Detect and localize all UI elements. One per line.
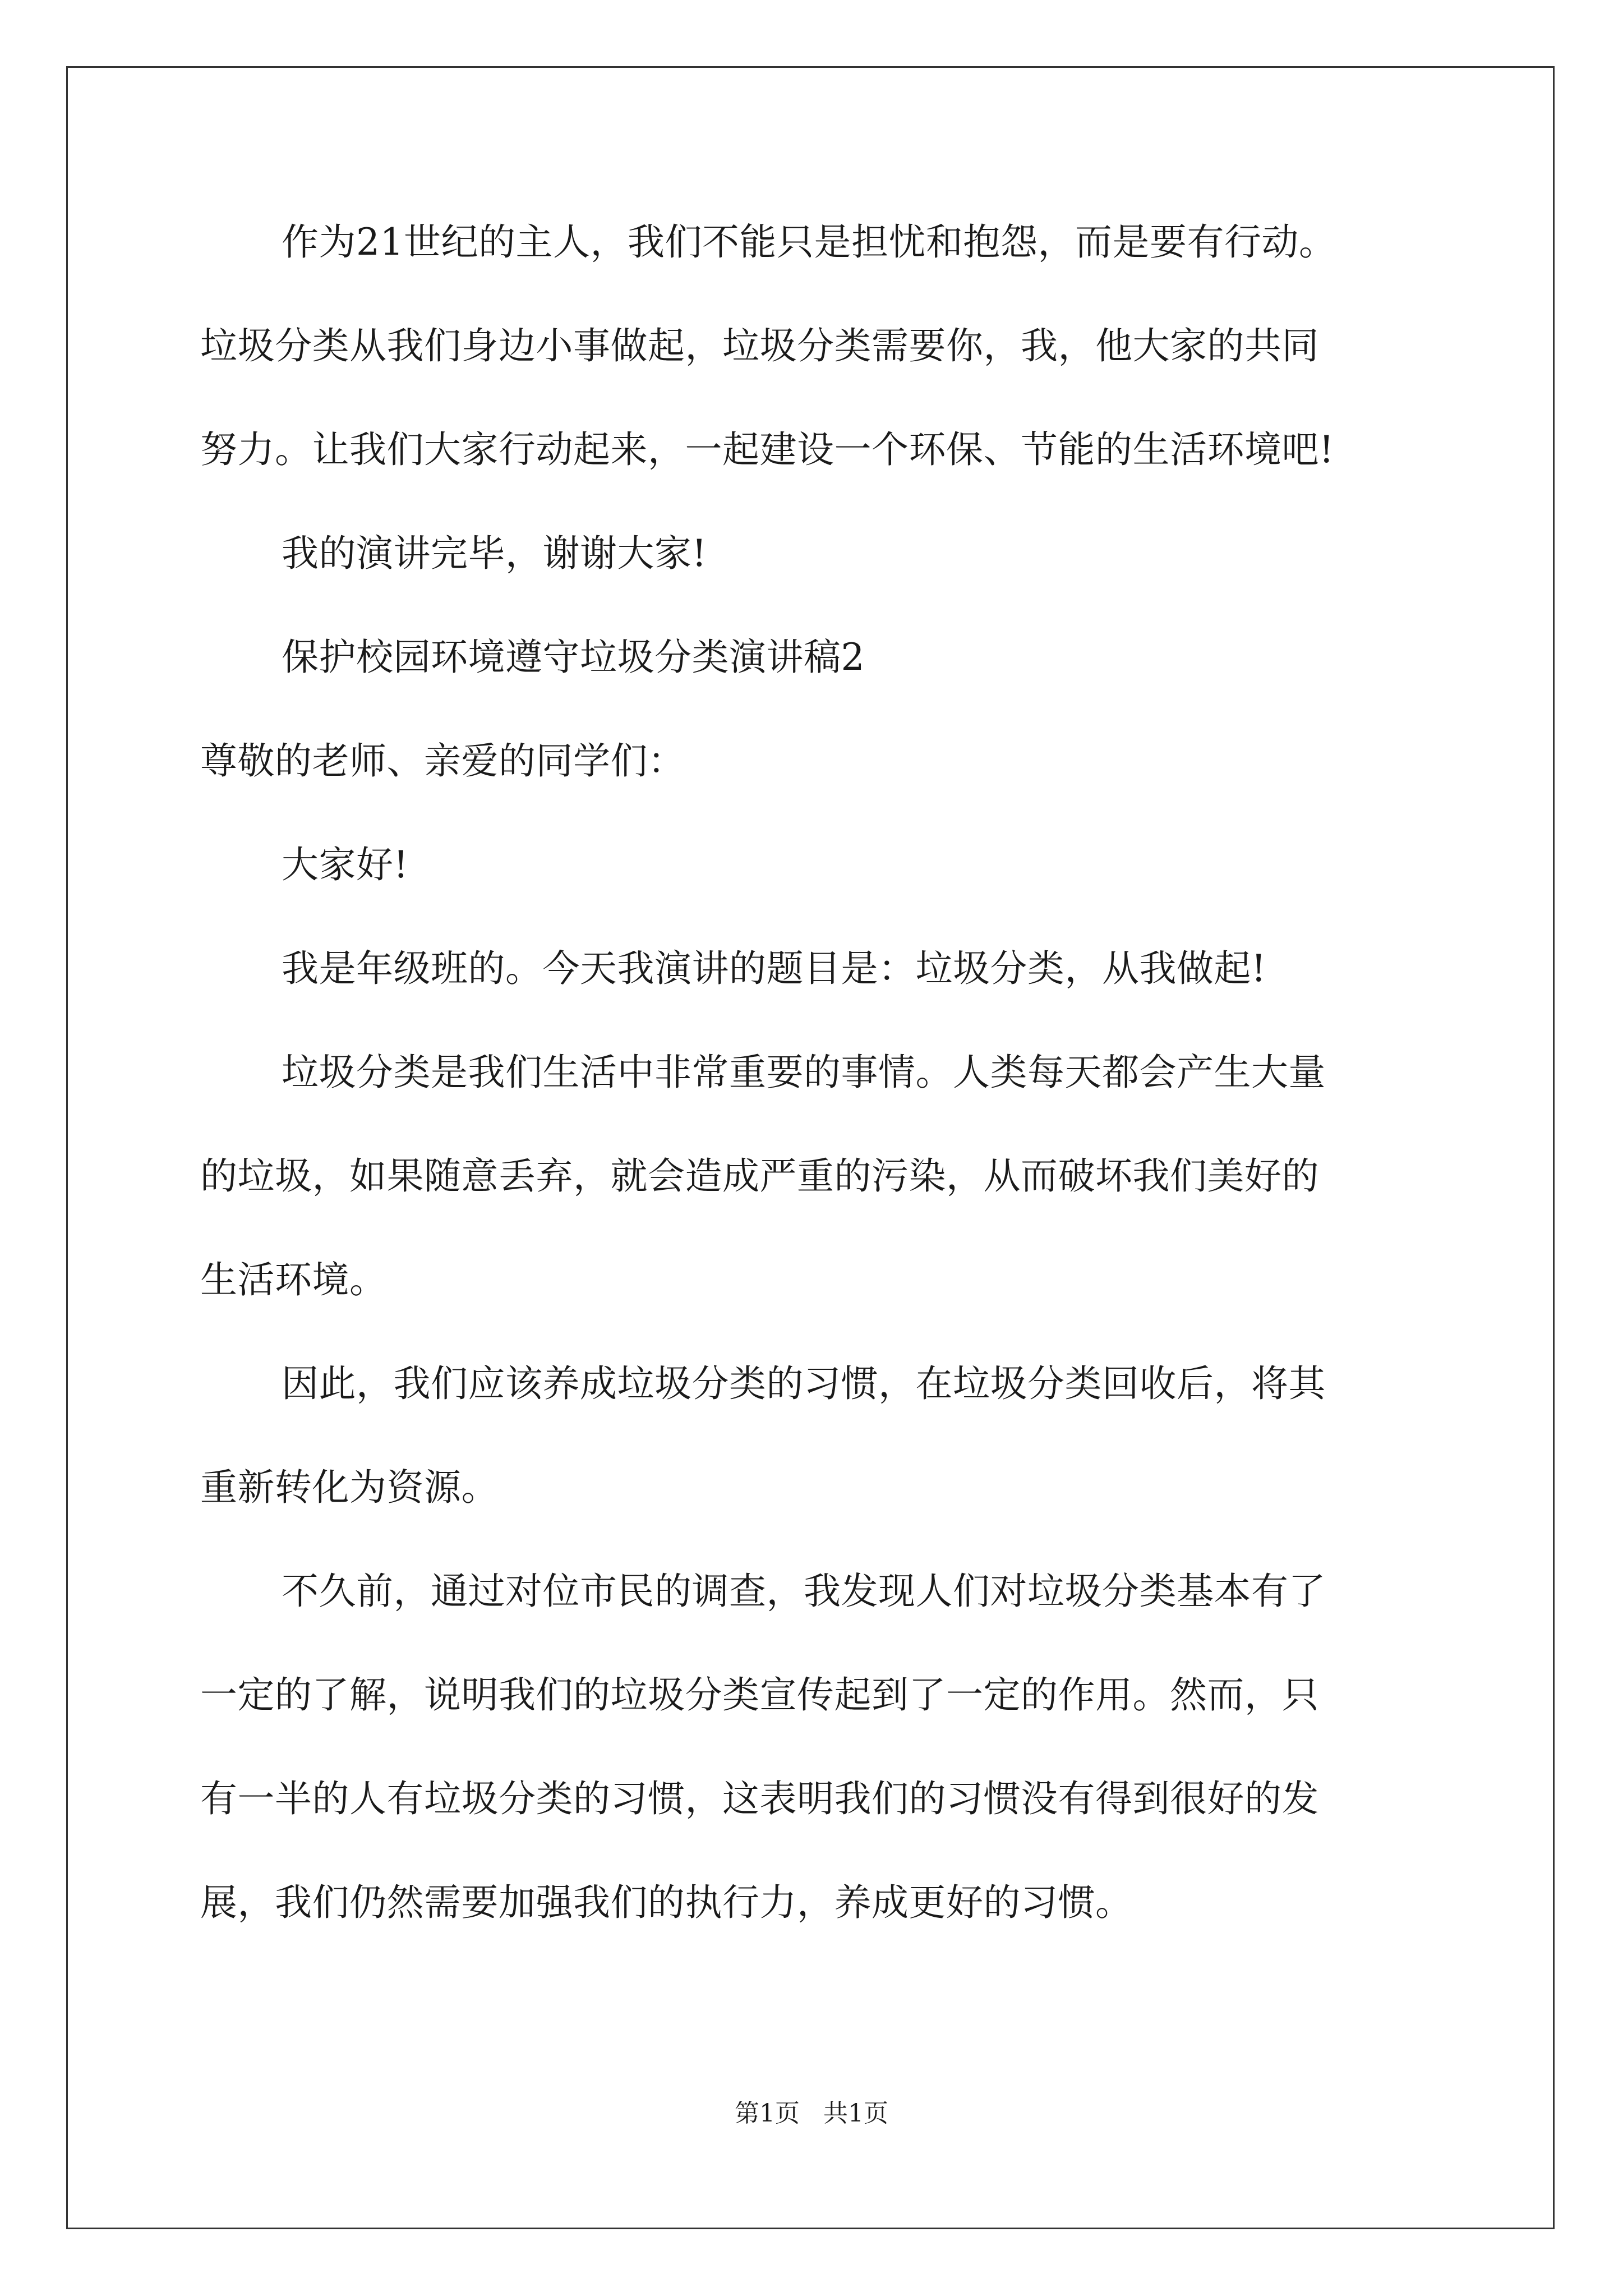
intro-line: 我是年级班的。今天我演讲的题目是：垃圾分类，从我做起! (282, 947, 1267, 990)
paragraph-7-line-3: 生活环境。 (200, 1258, 387, 1301)
paragraph-1-line-1: 作为21世纪的主人，我们不能只是担忧和抱怨，而是要有行动。 (282, 220, 1336, 264)
paragraph-9-line-4: 展，我们仍然需要加强我们的执行力，养成更好的习惯。 (200, 1881, 1133, 1924)
speech-title: 保护校园环境遵守垃圾分类演讲稿2 (282, 636, 865, 679)
page-number-footer: 第1页 共1页 (735, 2099, 888, 2128)
paragraph-8-line-2: 重新转化为资源。 (200, 1466, 499, 1509)
paragraph-1-line-3: 努力。让我们大家行动起来，一起建设一个环保、节能的生活环境吧! (200, 428, 1335, 471)
paragraph-8-line-1: 因此，我们应该养成垃圾分类的习惯，在垃圾分类回收后，将其 (282, 1362, 1326, 1405)
paragraph-9-line-1: 不久前，通过对位市民的调查，我发现人们对垃圾分类基本有了 (282, 1570, 1326, 1613)
paragraph-9-line-2: 一定的了解，说明我们的垃圾分类宣传起到了一定的作用。然而，只 (200, 1673, 1319, 1717)
paragraph-1-line-2: 垃圾分类从我们身边小事做起，垃圾分类需要你，我，他大家的共同 (200, 324, 1319, 367)
salutation: 尊敬的老师、亲爱的同学们： (200, 739, 685, 783)
paragraph-2-line-1: 我的演讲完毕，谢谢大家! (282, 532, 707, 575)
paragraph-7-line-1: 垃圾分类是我们生活中非常重要的事情。人类每天都会产生大量 (282, 1051, 1326, 1094)
greeting: 大家好! (282, 843, 409, 886)
paragraph-7-line-2: 的垃圾，如果随意丢弃，就会造成严重的污染，从而破坏我们美好的 (200, 1154, 1319, 1198)
paragraph-9-line-3: 有一半的人有垃圾分类的习惯，这表明我们的习惯没有得到很好的发 (200, 1777, 1319, 1820)
